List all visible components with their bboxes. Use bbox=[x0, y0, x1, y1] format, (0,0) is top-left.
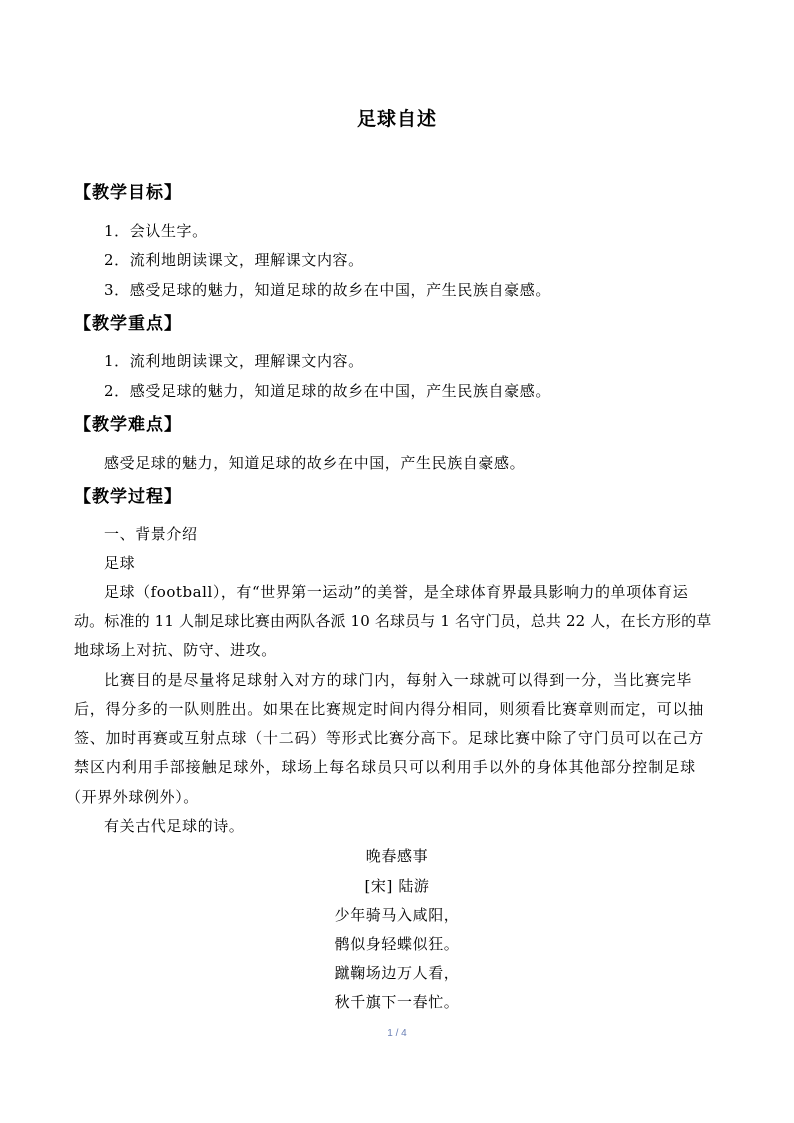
paragraph-line: 足球（football），有“世界第一运动”的美誉，是全球体育界最具影响力的单项体育运 bbox=[104, 583, 689, 601]
paragraph-line: 比赛目的是尽量将足球射入对方的球门内，每射入一球就可以得到一分，当比赛完毕 bbox=[104, 671, 693, 689]
poem-title: 晚春感事 bbox=[365, 847, 429, 865]
section-heading-objectives: 【教学目标】 bbox=[74, 183, 182, 203]
page-number: 1 / 4 bbox=[387, 1028, 407, 1039]
paragraph-line: （开界外球例外）。 bbox=[66, 788, 199, 806]
poem-line: 鹘似身轻蝶似狂。 bbox=[334, 935, 460, 953]
poem-intro: 有关古代足球的诗。 bbox=[104, 817, 245, 835]
process-subheading: 一、背景介绍 bbox=[104, 525, 198, 543]
poem-line: 蹴鞠场边万人看， bbox=[334, 964, 460, 982]
paragraph-line: 后，得分多的一队则胜出。如果在比赛规定时间内得分相同，则须看比赛章则而定，可以抽 bbox=[74, 700, 705, 718]
paragraph-line: 禁区内利用手部接触足球外，球场上每名球员只可以利用手以外的身体其他部分控制足球 bbox=[74, 758, 697, 776]
section-heading-difficulties: 【教学难点】 bbox=[74, 415, 182, 435]
poem-author: [宋] 陆游 bbox=[364, 877, 430, 895]
key-point-item: 2．感受足球的魅力，知道足球的故乡在中国，产生民族自豪感。 bbox=[104, 382, 551, 400]
document-title: 足球自述 bbox=[356, 108, 437, 130]
poem-line: 少年骑马入咸阳， bbox=[334, 906, 460, 924]
objective-item: 2．流利地朗读课文，理解课文内容。 bbox=[104, 251, 364, 269]
paragraph-line: 地球场上对抗、防守、进攻。 bbox=[74, 641, 277, 659]
section-heading-process: 【教学过程】 bbox=[74, 487, 182, 507]
process-label: 足球 bbox=[104, 554, 136, 572]
objective-item: 1．会认生字。 bbox=[104, 222, 208, 240]
difficulty-text: 感受足球的魅力，知道足球的故乡在中国，产生民族自豪感。 bbox=[104, 454, 526, 472]
section-heading-key-points: 【教学重点】 bbox=[74, 314, 182, 334]
poem-line: 秋千旗下一春忙。 bbox=[334, 993, 460, 1011]
paragraph-line: 动。标准的 11 人制足球比赛由两队各派 10 名球员与 1 名守门员，总共 22 人，在长方形的草 bbox=[74, 612, 712, 630]
paragraph-line: 签、加时再赛或互射点球（十二码）等形式比赛分高下。足球比赛中除了守门员可以在己方 bbox=[74, 729, 705, 747]
objective-item: 3．感受足球的魅力，知道足球的故乡在中国，产生民族自豪感。 bbox=[104, 281, 551, 299]
key-point-item: 1．流利地朗读课文，理解课文内容。 bbox=[104, 352, 364, 370]
